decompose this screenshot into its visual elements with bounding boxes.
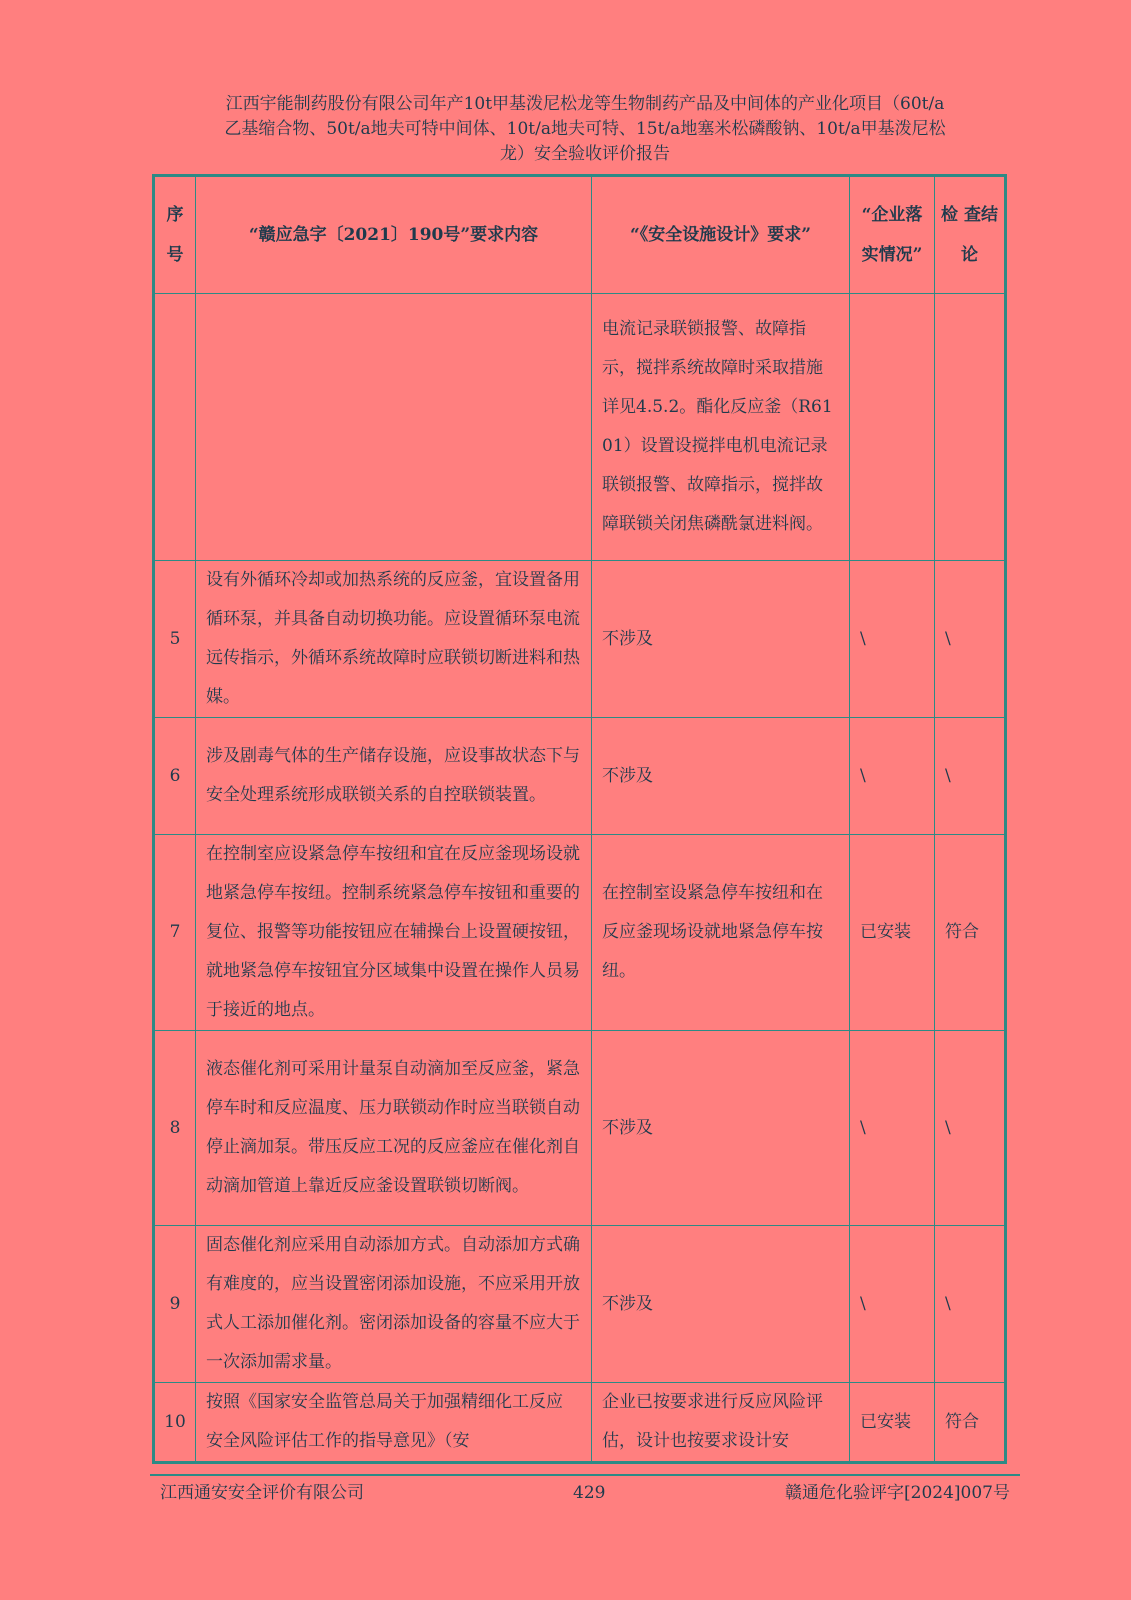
table-row: [154, 835, 1006, 1031]
row-design: 企业已按要求进行反应风险评估，设计也按要求设计安: [592, 1383, 850, 1463]
table-header-row: [154, 176, 1006, 294]
footer-page-number: 429: [573, 1483, 606, 1503]
row-requirement: 固态催化剂应采用自动添加方式。自动添加方式确有难度的，应当设置密闭添加设施，不应采用开放式人工添加催化剂。密闭添加设备的容量不应大于一次添加需求量。: [196, 1226, 592, 1383]
row-seq: 7: [154, 835, 196, 1031]
row-implementation: [850, 294, 935, 561]
table-row: [154, 1226, 1006, 1383]
row-conclusion: \: [935, 718, 1006, 835]
row-design: 在控制室设紧急停车按纽和在反应釜现场设就地紧急停车按纽。: [592, 835, 850, 1031]
header-requirement: “赣应急字〔2021〕190号”要求内容: [196, 176, 592, 294]
table-row: [154, 1031, 1006, 1226]
header-line-1: 江西宇能制药股份有限公司年产10t甲基泼尼松龙等生物制药产品及中间体的产业化项目（60t/a: [225, 94, 945, 114]
report-header: [150, 92, 1020, 167]
row-design: 不涉及: [592, 561, 850, 718]
row-seq: 6: [154, 718, 196, 835]
row-requirement: 按照《国家安全监管总局关于加强精细化工反应 安全风险评估工作的指导意见》（安: [196, 1383, 592, 1463]
inspection-table: [152, 174, 1007, 1464]
header-line-2: 乙基缩合物、50t/a地夫可特中间体、10t/a地夫可特、15t/a地塞米松磷酸钠、10t/a甲基泼尼松: [224, 119, 946, 139]
row-implementation: 已安装: [850, 1383, 935, 1463]
row-requirement: 液态催化剂可采用计量泵自动滴加至反应釜，紧急停车时和反应温度、压力联锁动作时应当联锁自动停止滴加泵。带压反应工况的反应釜应在催化剂自动滴加管道上靠近反应釜设置联锁切断阀。: [196, 1031, 592, 1226]
row-seq: [154, 294, 196, 561]
header-implementation: “企业落实情况”: [850, 176, 935, 294]
row-conclusion: \: [935, 1031, 1006, 1226]
row-seq: 9: [154, 1226, 196, 1383]
row-requirement: [196, 294, 592, 561]
row-conclusion: \: [935, 1226, 1006, 1383]
row-implementation: \: [850, 1226, 935, 1383]
row-requirement: 涉及剧毒气体的生产储存设施，应设事故状态下与安全处理系统形成联锁关系的自控联锁装置。: [196, 718, 592, 835]
row-design: 不涉及: [592, 1031, 850, 1226]
table-row: [154, 718, 1006, 835]
row-conclusion: [935, 294, 1006, 561]
footer-company: 江西通安安全评价有限公司: [160, 1483, 364, 1503]
table-row: [154, 294, 1006, 561]
row-implementation: 已安装: [850, 835, 935, 1031]
row-requirement: 在控制室应设紧急停车按纽和宜在反应釜现场设就地紧急停车按纽。控制系统紧急停车按钮和重要的复位、报警等功能按钮应在辅操台上设置硬按钮，就地紧急停车按钮宜分区域集中设置在操作人员易于接近的地点。: [196, 835, 592, 1031]
row-conclusion: \: [935, 561, 1006, 718]
row-conclusion: 符合: [935, 1383, 1006, 1463]
header-line-3: 龙）安全验收评价报告: [500, 144, 670, 164]
footer-doc-number: 赣通危化验评字[2024]007号: [785, 1483, 1010, 1503]
row-design: 不涉及: [592, 1226, 850, 1383]
row-conclusion: 符合: [935, 835, 1006, 1031]
row-seq: 10: [154, 1383, 196, 1463]
row-seq: 8: [154, 1031, 196, 1226]
row-implementation: \: [850, 718, 935, 835]
row-implementation: \: [850, 561, 935, 718]
row-design: 电流记录联锁报警、故障指示，搅拌系统故障时采取措施详见4.5.2。酯化反应釜（R6101）设置设搅拌电机电流记录联锁报警、故障指示，搅拌故障联锁关闭焦磷酰氯进料阀。: [592, 294, 850, 561]
header-seq: 序号: [154, 176, 196, 294]
row-design: 不涉及: [592, 718, 850, 835]
page-footer: [150, 1474, 1020, 1506]
row-requirement: 设有外循环冷却或加热系统的反应釜，宜设置备用循环泵，并具备自动切换功能。应设置循环泵电流远传指示，外循环系统故障时应联锁切断进料和热媒。: [196, 561, 592, 718]
row-seq: 5: [154, 561, 196, 718]
table-row: [154, 561, 1006, 718]
header-conclusion: 检 查结论: [935, 176, 1006, 294]
table-row: [154, 1383, 1006, 1463]
header-design: “《安全设施设计》要求”: [592, 176, 850, 294]
row-implementation: \: [850, 1031, 935, 1226]
